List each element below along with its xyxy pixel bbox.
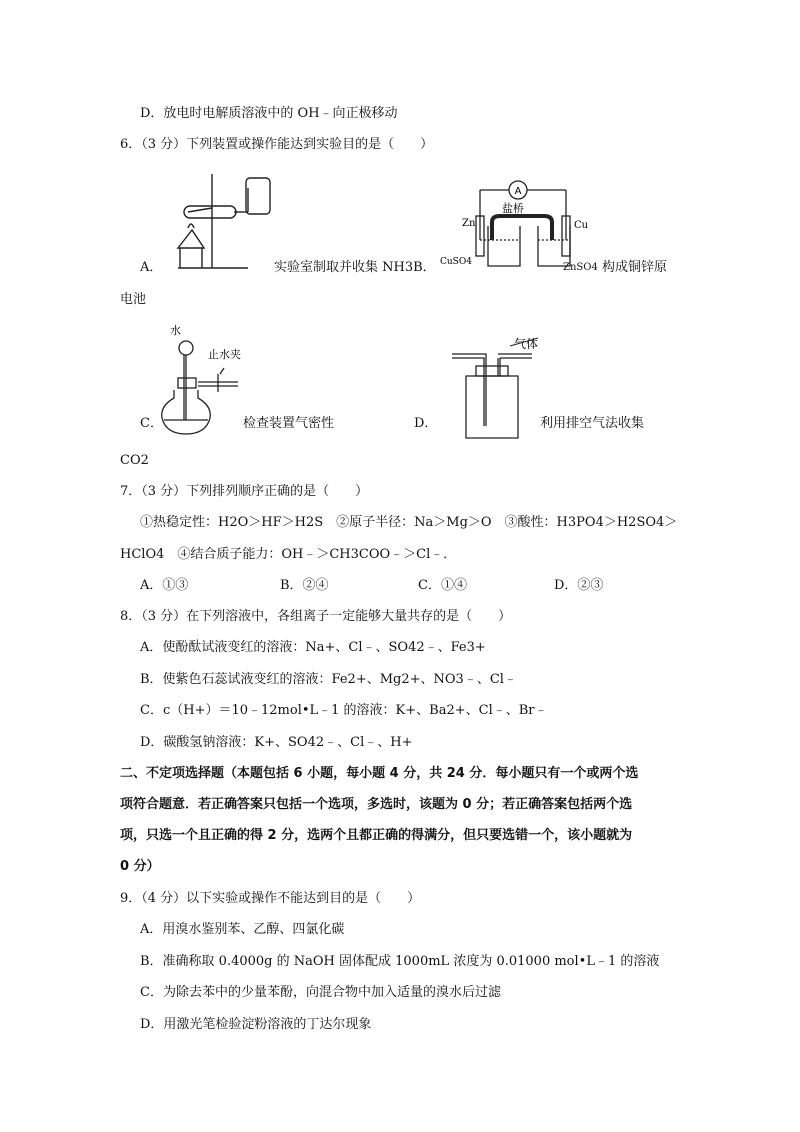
cu-label: Cu xyxy=(574,220,589,231)
zn-label: Zn xyxy=(462,218,476,229)
q6-option-c-text: 检查装置气密性 xyxy=(243,416,335,431)
q6-option-d-text: 利用排空气法收集 xyxy=(540,416,645,431)
q5-option-d: D．放电时电解质溶液中的 OH﹣向正极移动 xyxy=(140,106,398,121)
section2-line-3: 项，只选一个且正确的得 2 分，选两个且都正确的得满分，但只要选错一个，该小题就为 xyxy=(120,828,633,843)
q7-option-a: A．①③ xyxy=(140,578,189,593)
q8-option-a: A．使酚酞试液变红的溶液：Na+、Cl﹣、SO42﹣、Fe3+ xyxy=(140,640,486,655)
q9-option-c: C．为除去苯中的少量苯酚，向混合物中加入适量的溴水后过滤 xyxy=(140,985,501,1000)
q8-option-c: C．c（H+）＝10﹣12mol•L﹣1 的溶液：K+、Ba2+、Cl﹣、Br﹣ xyxy=(140,703,548,718)
q6-option-d-letter: D． xyxy=(414,416,438,431)
q9-option-d: D．用激光笔检验淀粉溶液的丁达尔现象 xyxy=(140,1017,372,1032)
q6-option-a-letter: A． xyxy=(140,260,163,275)
q7-option-d: D．②③ xyxy=(554,578,604,593)
q9-stem: 9．（4 分）以下实验或操作不能达到目的是（ ） xyxy=(120,891,421,906)
q6-option-d-cont: CO2 xyxy=(120,453,149,468)
figure-a-nh3-apparatus xyxy=(168,168,278,278)
q6-option-b-cont: 电池 xyxy=(120,292,147,307)
q6-option-a-text: 实验室制取并收集 NH3B． xyxy=(274,260,436,275)
section2-line-4: 0 分） xyxy=(120,859,160,874)
meter-label: A xyxy=(514,186,522,197)
q6-option-c-letter: C． xyxy=(140,416,163,431)
q7-line-1: ①热稳定性：H2O＞HF＞H2S ②原子半径：Na＞Mg＞O ③酸性：H3PO4＞H2SO4＞ xyxy=(140,515,678,530)
q7-option-b: B．②④ xyxy=(280,578,329,593)
section2-line-1: 二、不定项选择题（本题包括 6 小题，每小题 4 分，共 24 分．每小题只有一个或两个选 xyxy=(120,766,639,781)
q6-stem: 6．（3 分）下列装置或操作能达到实验目的是（ ） xyxy=(120,137,434,152)
cuso4-label: CuSO4 xyxy=(440,257,472,267)
znso4-label: ZnSO4 xyxy=(563,262,598,273)
section2-line-2: 项符合题意．若正确答案只包括一个选项，多选时，该题为 0 分；若正确答案包括两个选 xyxy=(120,797,633,812)
q7-line-2: HClO4 ④结合质子能力：OH﹣＞CH3COO﹣＞Cl﹣． xyxy=(120,547,457,562)
q7-option-c: C．①④ xyxy=(418,578,467,593)
q9-option-a: A．用溴水鉴别苯、乙醇、四氯化碳 xyxy=(140,922,345,937)
q8-option-b: B．使紫色石蕊试液变红的溶液：Fe2+、Mg2+、NO3﹣、Cl﹣ xyxy=(140,672,517,687)
q8-option-d: D．碳酸氢钠溶液：K+、SO42﹣、Cl﹣、H+ xyxy=(140,735,413,750)
q8-stem: 8．（3 分）在下列溶液中，各组离子一定能够大量共存的是（ ） xyxy=(120,609,512,624)
water-label: 水 xyxy=(170,324,181,337)
clamp-label: 止水夹 xyxy=(208,348,241,361)
q7-stem: 7．（3 分）下列排列顺序正确的是（ ） xyxy=(120,484,369,499)
salt-bridge-label: 盐桥 xyxy=(502,202,524,215)
q9-option-b: B．准确称取 0.4000g 的 NaOH 固体配成 1000mL 浓度为 0.01000 mol•L﹣1 的溶液 xyxy=(140,954,660,969)
q6-option-b-text: 构成铜锌原 xyxy=(602,260,668,275)
gas-label: 气体 xyxy=(514,337,539,351)
